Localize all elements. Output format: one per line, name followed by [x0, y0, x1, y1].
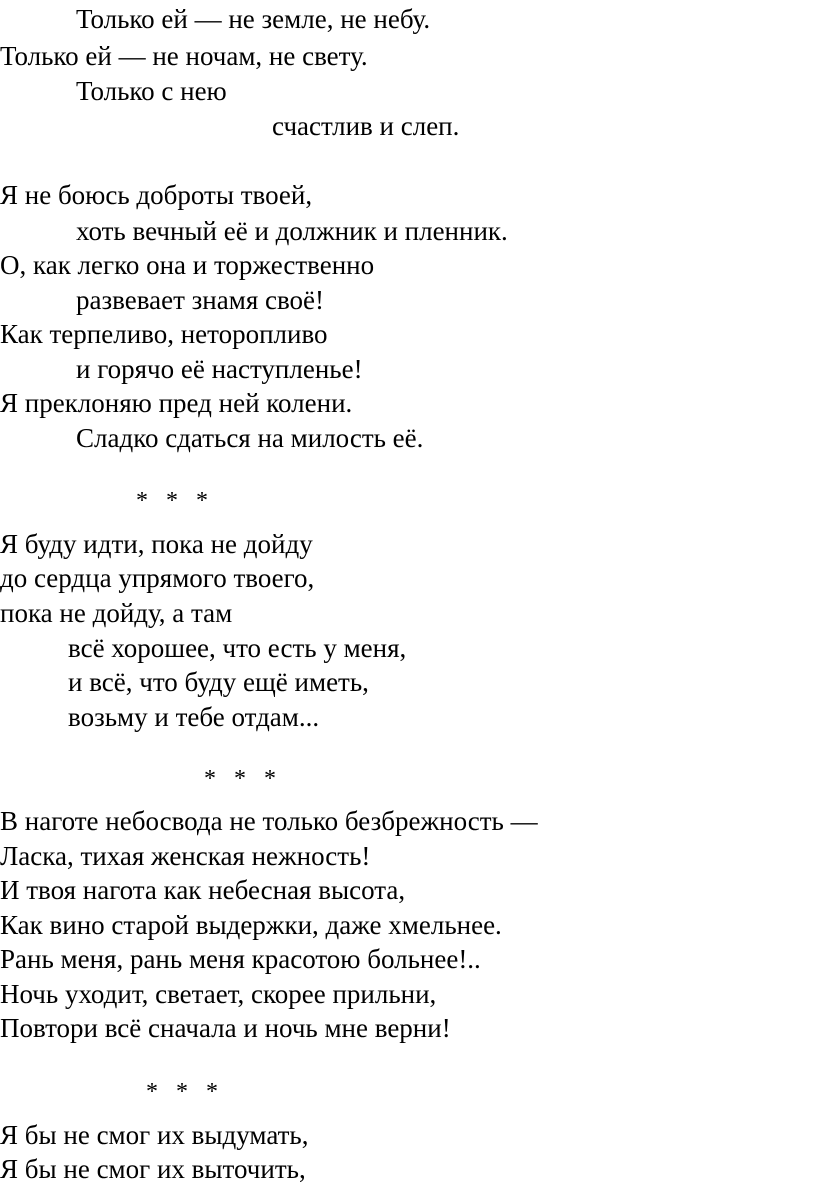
poem-line: всё хорошее, что есть у меня,: [68, 633, 407, 663]
poem-line: Только ей — не земле, не небу.: [76, 4, 431, 34]
poem-line: Только с нею: [76, 76, 227, 106]
poem-line: хоть вечный её и должник и пленник.: [76, 216, 508, 246]
poem-line: Сладко сдаться на милость её.: [76, 423, 424, 453]
poem-line: Ночь уходит, светает, скорее прильни,: [0, 979, 437, 1009]
stanza-separator: * * *: [136, 488, 214, 514]
poem-line: Как терпеливо, неторопливо: [0, 319, 328, 349]
poem-line: Рань меня, рань меня красотою больнее!..: [0, 944, 481, 974]
poem-line: и всё, что буду ещё иметь,: [68, 667, 369, 697]
poem-line: до сердца упрямого твоего,: [0, 563, 315, 593]
poem-line: Как вино старой выдержки, даже хмельнее.: [0, 910, 502, 940]
poem-line: и горячо её наступленье!: [76, 354, 363, 384]
poem-line: Я бы не смог их выточить,: [0, 1154, 306, 1184]
poem-line: О, как легко она и торжественно: [0, 250, 375, 280]
poem-line: И твоя нагота как небесная высота,: [0, 875, 406, 905]
poem-line: Я преклоняю пред ней колени.: [0, 388, 353, 418]
poem-line: пока не дойду, а там: [0, 598, 233, 628]
poem-line: Я буду идти, пока не дойду: [0, 529, 313, 559]
poem-line: В наготе небосвода не только безбрежность —: [0, 806, 538, 836]
stanza-separator: * * *: [146, 1079, 224, 1105]
stanza-separator: * * *: [204, 766, 282, 792]
poem-line: счастлив и слеп.: [272, 111, 460, 141]
poem-line: возьму и тебе отдам...: [68, 702, 320, 732]
poem-line: Ласка, тихая женская нежность!: [0, 841, 371, 871]
poem-line: развевает знамя своё!: [76, 285, 325, 315]
poem-line: Я не боюсь доброты твоей,: [0, 180, 313, 210]
poem-line: Повтори всё сначала и ночь мне верни!: [0, 1013, 451, 1043]
poem-line: Я бы не смог их выдумать,: [0, 1120, 309, 1150]
poem-line: Только ей — не ночам, не свету.: [0, 41, 368, 71]
